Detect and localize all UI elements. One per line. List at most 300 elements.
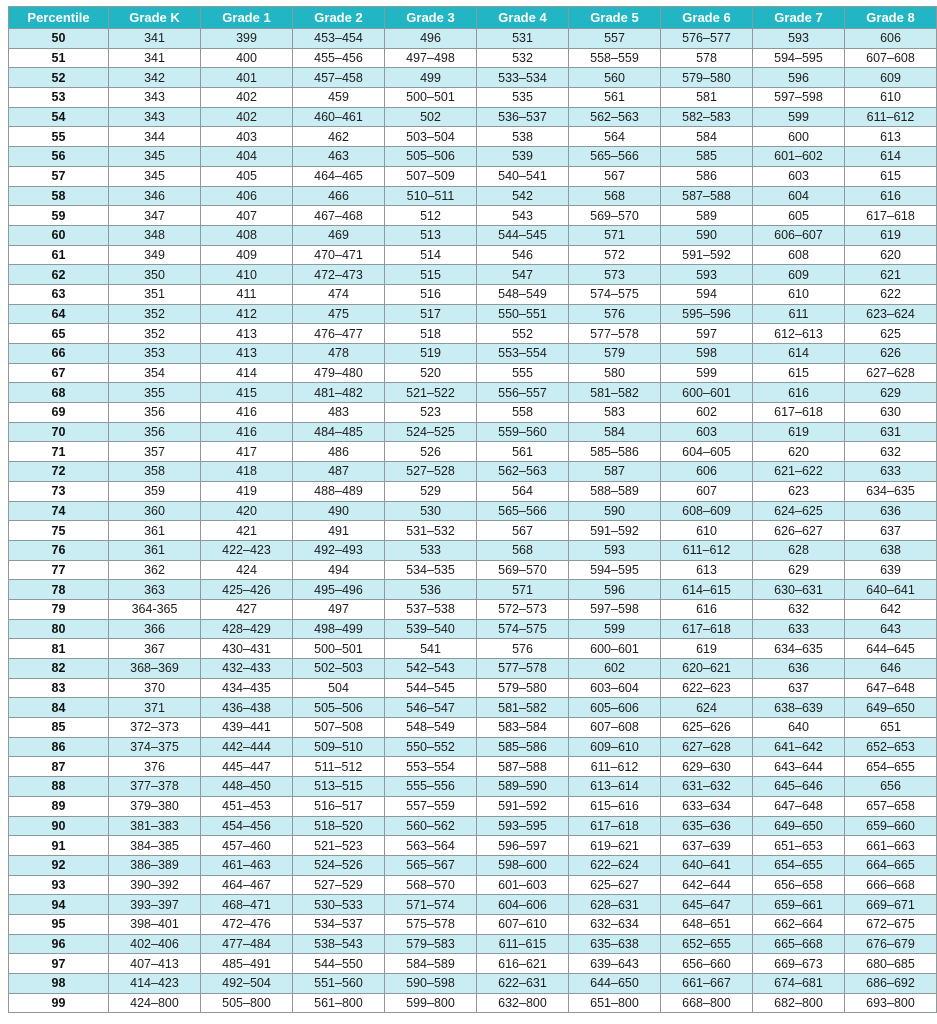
score-cell: 611–615 [477, 934, 569, 954]
score-cell: 361 [109, 540, 201, 560]
score-cell: 632–800 [477, 993, 569, 1013]
score-cell: 645–646 [753, 777, 845, 797]
table-row [9, 934, 937, 954]
percentile-cell: 61 [9, 245, 109, 265]
percentile-cell: 68 [9, 383, 109, 403]
table-row [9, 816, 937, 836]
table-row [9, 914, 937, 934]
score-cell: 651 [845, 718, 937, 738]
score-cell: 507–508 [293, 718, 385, 738]
score-cell: 479–480 [293, 363, 385, 383]
score-cell: 574–575 [477, 619, 569, 639]
percentile-cell: 57 [9, 166, 109, 186]
score-cell: 413 [201, 344, 293, 364]
percentile-cell: 75 [9, 521, 109, 541]
score-cell: 350 [109, 265, 201, 285]
score-cell: 619 [845, 225, 937, 245]
score-cell: 523 [385, 403, 477, 423]
table-row [9, 580, 937, 600]
score-cell: 640 [753, 718, 845, 738]
score-cell: 548–549 [385, 718, 477, 738]
score-cell: 481–482 [293, 383, 385, 403]
percentile-cell: 71 [9, 442, 109, 462]
score-cell: 536 [385, 580, 477, 600]
score-cell: 455–456 [293, 48, 385, 68]
score-cell: 604 [753, 186, 845, 206]
table-row [9, 68, 937, 88]
score-cell: 657–658 [845, 796, 937, 816]
score-cell: 584 [569, 422, 661, 442]
score-cell: 629–630 [661, 757, 753, 777]
score-cell: 366 [109, 619, 201, 639]
score-cell: 564 [569, 127, 661, 147]
percentile-cell: 56 [9, 147, 109, 167]
table-row [9, 599, 937, 619]
score-cell: 623 [753, 481, 845, 501]
score-cell: 547 [477, 265, 569, 285]
score-cell: 542–543 [385, 659, 477, 679]
score-cell: 584–589 [385, 954, 477, 974]
table-row [9, 639, 937, 659]
score-cell: 589–590 [477, 777, 569, 797]
score-cell: 561 [477, 442, 569, 462]
score-cell: 445–447 [201, 757, 293, 777]
score-cell: 644–650 [569, 974, 661, 994]
score-cell: 625 [845, 324, 937, 344]
score-cell: 562–563 [477, 462, 569, 482]
score-cell: 539 [477, 147, 569, 167]
score-cell: 615 [753, 363, 845, 383]
score-cell: 354 [109, 363, 201, 383]
score-cell: 593 [661, 265, 753, 285]
score-cell: 398–401 [109, 914, 201, 934]
table-row [9, 895, 937, 915]
score-cell: 432–433 [201, 659, 293, 679]
table-row [9, 659, 937, 679]
score-cell: 654–655 [753, 855, 845, 875]
score-cell: 604–605 [661, 442, 753, 462]
score-cell: 357 [109, 442, 201, 462]
score-cell: 424 [201, 560, 293, 580]
score-cell: 402 [201, 88, 293, 108]
score-cell: 363 [109, 580, 201, 600]
score-cell: 507–509 [385, 166, 477, 186]
table-row [9, 304, 937, 324]
score-cell: 464–467 [201, 875, 293, 895]
score-cell: 595–596 [661, 304, 753, 324]
score-cell: 638–639 [753, 698, 845, 718]
score-cell: 353 [109, 344, 201, 364]
column-header-grade-4: Grade 4 [477, 7, 569, 29]
table-row [9, 678, 937, 698]
score-cell: 500–501 [293, 639, 385, 659]
score-cell: 343 [109, 107, 201, 127]
score-cell: 644–645 [845, 639, 937, 659]
table-row [9, 875, 937, 895]
score-cell: 515 [385, 265, 477, 285]
score-cell: 583 [569, 403, 661, 423]
score-cell: 512 [385, 206, 477, 226]
score-cell: 613–614 [569, 777, 661, 797]
score-cell: 672–675 [845, 914, 937, 934]
score-cell: 579 [569, 344, 661, 364]
percentile-cell: 60 [9, 225, 109, 245]
score-cell: 609–610 [569, 737, 661, 757]
table-row [9, 363, 937, 383]
score-cell: 404 [201, 147, 293, 167]
score-cell: 606 [661, 462, 753, 482]
score-cell: 627–628 [661, 737, 753, 757]
score-cell: 643–644 [753, 757, 845, 777]
score-cell: 607–610 [477, 914, 569, 934]
score-cell: 551–560 [293, 974, 385, 994]
score-cell: 488–489 [293, 481, 385, 501]
score-cell: 360 [109, 501, 201, 521]
score-cell: 531 [477, 29, 569, 49]
score-cell: 593 [753, 29, 845, 49]
score-cell: 475 [293, 304, 385, 324]
score-cell: 425–426 [201, 580, 293, 600]
table-row [9, 836, 937, 856]
score-cell: 487 [293, 462, 385, 482]
score-cell: 637–639 [661, 836, 753, 856]
score-cell: 534–537 [293, 914, 385, 934]
score-cell: 568 [477, 540, 569, 560]
score-cell: 643 [845, 619, 937, 639]
score-cell: 457–460 [201, 836, 293, 856]
score-cell: 374–375 [109, 737, 201, 757]
score-cell: 585 [661, 147, 753, 167]
score-cell: 616 [661, 599, 753, 619]
table-header [9, 7, 937, 29]
score-cell: 510–511 [385, 186, 477, 206]
score-cell: 588–589 [569, 481, 661, 501]
table-row [9, 344, 937, 364]
score-cell: 665–668 [753, 934, 845, 954]
score-cell: 597 [661, 324, 753, 344]
score-cell: 661–663 [845, 836, 937, 856]
score-cell: 626–627 [753, 521, 845, 541]
score-cell: 427 [201, 599, 293, 619]
score-cell: 486 [293, 442, 385, 462]
score-cell: 565–567 [385, 855, 477, 875]
score-cell: 421 [201, 521, 293, 541]
score-cell: 578 [661, 48, 753, 68]
percentile-cell: 74 [9, 501, 109, 521]
percentile-cell: 63 [9, 284, 109, 304]
score-cell: 647–648 [753, 796, 845, 816]
score-cell: 484–485 [293, 422, 385, 442]
table-row [9, 737, 937, 757]
score-cell: 587–588 [661, 186, 753, 206]
score-cell: 630–631 [753, 580, 845, 600]
score-cell: 616 [753, 383, 845, 403]
table-row [9, 265, 937, 285]
percentile-cell: 83 [9, 678, 109, 698]
table-row [9, 777, 937, 797]
table-row [9, 855, 937, 875]
percentile-cell: 77 [9, 560, 109, 580]
score-cell: 569–570 [477, 560, 569, 580]
score-cell: 607–608 [845, 48, 937, 68]
score-cell: 616–621 [477, 954, 569, 974]
score-cell: 662–664 [753, 914, 845, 934]
percentile-cell: 84 [9, 698, 109, 718]
score-cell: 483 [293, 403, 385, 423]
score-cell: 577–578 [477, 659, 569, 679]
score-cell: 651–800 [569, 993, 661, 1013]
table-row [9, 560, 937, 580]
score-cell: 617–618 [845, 206, 937, 226]
score-cell: 610 [661, 521, 753, 541]
score-cell: 524–526 [293, 855, 385, 875]
score-cell: 362 [109, 560, 201, 580]
score-cell: 474 [293, 284, 385, 304]
score-cell: 617–618 [753, 403, 845, 423]
score-cell: 466 [293, 186, 385, 206]
score-cell: 514 [385, 245, 477, 265]
score-cell: 417 [201, 442, 293, 462]
column-header-grade-2: Grade 2 [293, 7, 385, 29]
score-cell: 494 [293, 560, 385, 580]
percentile-cell: 50 [9, 29, 109, 49]
score-cell: 467–468 [293, 206, 385, 226]
score-cell: 343 [109, 88, 201, 108]
score-cell: 656–660 [661, 954, 753, 974]
table-row [9, 954, 937, 974]
percentile-cell: 95 [9, 914, 109, 934]
score-cell: 406 [201, 186, 293, 206]
score-cell: 639–643 [569, 954, 661, 974]
score-cell: 682–800 [753, 993, 845, 1013]
score-cell: 496 [385, 29, 477, 49]
percentile-cell: 91 [9, 836, 109, 856]
score-cell: 464–465 [293, 166, 385, 186]
score-cell: 548–549 [477, 284, 569, 304]
percentile-cell: 59 [9, 206, 109, 226]
score-cell: 448–450 [201, 777, 293, 797]
score-cell: 399 [201, 29, 293, 49]
score-cell: 630 [845, 403, 937, 423]
score-cell: 594–595 [569, 560, 661, 580]
score-cell: 641–642 [753, 737, 845, 757]
score-cell: 451–453 [201, 796, 293, 816]
score-cell: 567 [477, 521, 569, 541]
table-body [9, 29, 937, 1013]
score-cell: 590 [661, 225, 753, 245]
score-cell: 379–380 [109, 796, 201, 816]
score-cell: 505–506 [293, 698, 385, 718]
score-cell: 442–444 [201, 737, 293, 757]
score-cell: 527–529 [293, 875, 385, 895]
percentile-cell: 96 [9, 934, 109, 954]
score-cell: 572 [569, 245, 661, 265]
score-cell: 341 [109, 29, 201, 49]
column-header-grade-1: Grade 1 [201, 7, 293, 29]
score-cell: 620 [753, 442, 845, 462]
score-cell: 608 [753, 245, 845, 265]
score-cell: 659–660 [845, 816, 937, 836]
score-cell: 614 [845, 147, 937, 167]
score-cell: 669–671 [845, 895, 937, 915]
score-cell: 581–582 [477, 698, 569, 718]
table-row [9, 186, 937, 206]
score-cell: 419 [201, 481, 293, 501]
score-cell: 616 [845, 186, 937, 206]
score-cell: 403 [201, 127, 293, 147]
score-cell: 499 [385, 68, 477, 88]
score-cell: 622–623 [661, 678, 753, 698]
score-cell: 513–515 [293, 777, 385, 797]
score-cell: 614–615 [661, 580, 753, 600]
percentile-cell: 85 [9, 718, 109, 738]
score-cell: 462 [293, 127, 385, 147]
score-cell: 636 [845, 501, 937, 521]
score-cell: 571 [569, 225, 661, 245]
score-cell: 640–641 [661, 855, 753, 875]
score-cell: 648–651 [661, 914, 753, 934]
score-cell: 565–566 [477, 501, 569, 521]
score-cell: 604–606 [477, 895, 569, 915]
score-cell: 476–477 [293, 324, 385, 344]
score-cell: 519 [385, 344, 477, 364]
score-cell: 505–506 [385, 147, 477, 167]
percentile-cell: 53 [9, 88, 109, 108]
score-cell: 468–471 [201, 895, 293, 915]
score-cell: 597–598 [753, 88, 845, 108]
score-cell: 459 [293, 88, 385, 108]
percentile-score-table [8, 6, 937, 1013]
score-cell: 610 [753, 284, 845, 304]
score-cell: 651–653 [753, 836, 845, 856]
score-cell: 674–681 [753, 974, 845, 994]
score-cell: 361 [109, 521, 201, 541]
score-cell: 477–484 [201, 934, 293, 954]
percentile-cell: 82 [9, 659, 109, 679]
score-cell: 628–631 [569, 895, 661, 915]
score-cell: 546 [477, 245, 569, 265]
score-cell: 640–641 [845, 580, 937, 600]
percentile-cell: 51 [9, 48, 109, 68]
score-cell: 621–622 [753, 462, 845, 482]
score-cell: 654–655 [845, 757, 937, 777]
score-cell: 555–556 [385, 777, 477, 797]
score-cell: 596 [753, 68, 845, 88]
table-row [9, 501, 937, 521]
score-cell: 620–621 [661, 659, 753, 679]
score-cell: 492–504 [201, 974, 293, 994]
score-cell: 539–540 [385, 619, 477, 639]
percentile-cell: 69 [9, 403, 109, 423]
score-cell: 587 [569, 462, 661, 482]
score-cell: 405 [201, 166, 293, 186]
score-cell: 632 [753, 599, 845, 619]
score-cell: 600 [753, 127, 845, 147]
score-cell: 535 [477, 88, 569, 108]
table-row [9, 481, 937, 501]
percentile-cell: 76 [9, 540, 109, 560]
score-cell: 614 [753, 344, 845, 364]
score-cell: 627–628 [845, 363, 937, 383]
score-cell: 586 [661, 166, 753, 186]
score-cell: 371 [109, 698, 201, 718]
score-cell: 584 [661, 127, 753, 147]
score-cell: 622–631 [477, 974, 569, 994]
score-cell: 534–535 [385, 560, 477, 580]
score-cell: 561 [569, 88, 661, 108]
score-cell: 638 [845, 540, 937, 560]
score-cell: 649–650 [753, 816, 845, 836]
score-cell: 560–562 [385, 816, 477, 836]
score-cell: 649–650 [845, 698, 937, 718]
score-cell: 615–616 [569, 796, 661, 816]
percentile-cell: 73 [9, 481, 109, 501]
score-cell: 596 [569, 580, 661, 600]
score-cell: 680–685 [845, 954, 937, 974]
score-cell: 402–406 [109, 934, 201, 954]
score-cell: 572–573 [477, 599, 569, 619]
score-cell: 579–580 [661, 68, 753, 88]
score-cell: 598–600 [477, 855, 569, 875]
score-cell: 633–634 [661, 796, 753, 816]
table-row [9, 974, 937, 994]
score-cell: 402 [201, 107, 293, 127]
score-cell: 495–496 [293, 580, 385, 600]
percentile-cell: 67 [9, 363, 109, 383]
percentile-cell: 81 [9, 639, 109, 659]
score-cell: 585–586 [569, 442, 661, 462]
score-cell: 594–595 [753, 48, 845, 68]
table-row [9, 757, 937, 777]
score-cell: 550–551 [477, 304, 569, 324]
column-header-grade-3: Grade 3 [385, 7, 477, 29]
score-cell: 661–667 [661, 974, 753, 994]
score-cell: 676–679 [845, 934, 937, 954]
percentile-cell: 65 [9, 324, 109, 344]
score-cell: 408 [201, 225, 293, 245]
score-cell: 352 [109, 324, 201, 344]
score-cell: 576 [569, 304, 661, 324]
score-cell: 615 [845, 166, 937, 186]
score-cell: 377–378 [109, 777, 201, 797]
score-cell: 611–612 [845, 107, 937, 127]
score-cell: 637 [753, 678, 845, 698]
score-cell: 633 [845, 462, 937, 482]
score-cell: 430–431 [201, 639, 293, 659]
score-cell: 439–441 [201, 718, 293, 738]
score-cell: 384–385 [109, 836, 201, 856]
score-cell: 619 [753, 422, 845, 442]
percentile-cell: 72 [9, 462, 109, 482]
column-header-grade-8: Grade 8 [845, 7, 937, 29]
score-cell: 503–504 [385, 127, 477, 147]
score-cell: 544–545 [477, 225, 569, 245]
score-cell: 629 [845, 383, 937, 403]
score-cell: 587–588 [477, 757, 569, 777]
score-cell: 347 [109, 206, 201, 226]
score-cell: 349 [109, 245, 201, 265]
score-cell: 351 [109, 284, 201, 304]
score-cell: 606 [845, 29, 937, 49]
score-cell: 497 [293, 599, 385, 619]
score-cell: 414 [201, 363, 293, 383]
percentile-cell: 79 [9, 599, 109, 619]
percentile-cell: 87 [9, 757, 109, 777]
score-cell: 416 [201, 422, 293, 442]
score-cell: 461–463 [201, 855, 293, 875]
score-cell: 593–595 [477, 816, 569, 836]
score-cell: 580 [569, 363, 661, 383]
